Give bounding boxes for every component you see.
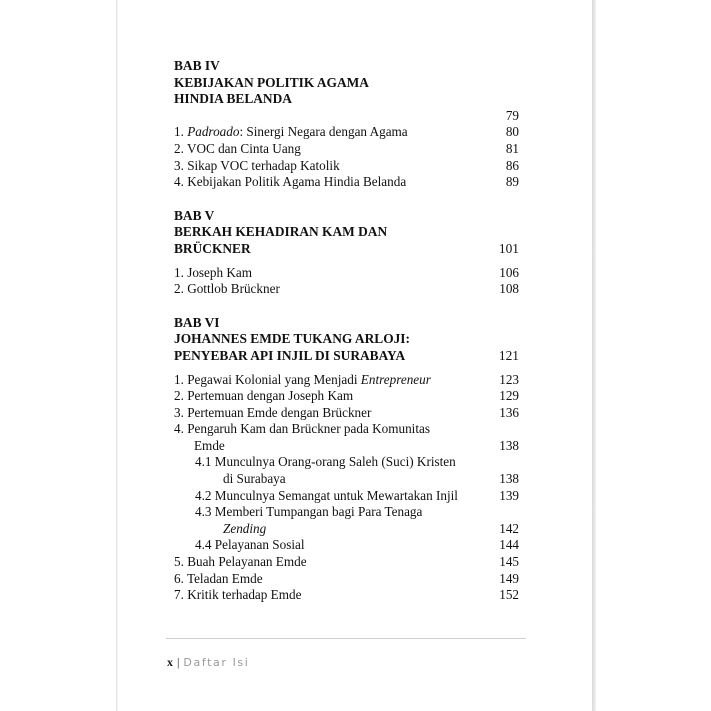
toc-entry-page: 86 bbox=[505, 157, 519, 173]
toc-entry[interactable] bbox=[174, 554, 519, 571]
toc-entry-page: 145 bbox=[499, 554, 519, 570]
toc-entry-title: 1. Padroado: Sinergi Negara dengan Agama bbox=[174, 124, 408, 140]
toc-entry-page: 80 bbox=[505, 124, 519, 140]
toc-entry-page: 129 bbox=[499, 388, 519, 404]
toc-entry-page: 106 bbox=[499, 264, 519, 280]
toc-entry-title-line2: Emde bbox=[194, 437, 225, 453]
toc-subentry-page: 144 bbox=[499, 537, 519, 553]
toc-entry-title: 2. Pertemuan dengan Joseph Kam bbox=[174, 388, 354, 404]
toc-subentry-title: 4.2 Munculnya Semangat untuk Mewartakan Injil bbox=[195, 487, 458, 503]
bab5-label: BAB V bbox=[174, 207, 215, 223]
toc-entry-title: 3. Pertemuan Emde dengan Brückner bbox=[174, 404, 372, 420]
toc-entry-page: 123 bbox=[499, 371, 519, 387]
bab6-title-row[interactable] bbox=[174, 348, 519, 365]
toc-subentry[interactable] bbox=[174, 504, 519, 537]
toc-entry[interactable] bbox=[174, 265, 519, 282]
toc-entry-page: 138 bbox=[499, 437, 519, 453]
bab6-label: BAB VI bbox=[174, 314, 220, 330]
toc-subentry-title-line1: 4.3 Memberi Tumpangan bagi Para Tenaga bbox=[195, 504, 423, 520]
toc-entry[interactable] bbox=[174, 281, 519, 298]
toc-subentry-title: 4.4 Pelayanan Sosial bbox=[195, 537, 305, 553]
toc-entry[interactable] bbox=[174, 587, 519, 604]
bab4-page-row bbox=[174, 108, 519, 125]
toc-entry-page: 136 bbox=[499, 404, 519, 420]
toc-subentry-page: 142 bbox=[499, 520, 519, 536]
bab5-title-line2: BRÜCKNER bbox=[174, 240, 251, 256]
toc-entry[interactable] bbox=[174, 571, 519, 588]
toc-subentry[interactable] bbox=[174, 537, 519, 554]
toc-entry[interactable] bbox=[174, 124, 519, 141]
footer-divider bbox=[166, 638, 526, 639]
toc-entry[interactable] bbox=[174, 372, 519, 389]
toc-entry-title: 2. VOC dan Cinta Uang bbox=[174, 140, 301, 156]
page-footer bbox=[167, 655, 249, 670]
toc-entry-page: 108 bbox=[499, 281, 519, 297]
footer-separator: | bbox=[177, 655, 180, 669]
toc-subentry-title-line2: di Surabaya bbox=[223, 471, 286, 487]
toc-entry-title: 1. Joseph Kam bbox=[174, 264, 253, 280]
toc-subentry[interactable] bbox=[174, 488, 519, 505]
bab5-page: 101 bbox=[498, 240, 519, 256]
bab4-title-line1: KEBIJAKAN POLITIK AGAMA bbox=[174, 74, 369, 90]
toc-entry[interactable] bbox=[174, 141, 519, 158]
bab5-title-row[interactable] bbox=[174, 241, 519, 258]
bab4-page: 79 bbox=[505, 107, 519, 123]
toc-entry-title: 4. Kebijakan Politik Agama Hindia Belanda bbox=[174, 174, 407, 190]
toc-entry-title: 5. Buah Pelayanan Emde bbox=[174, 554, 307, 570]
table-of-contents bbox=[174, 58, 519, 604]
footer-page-number: x bbox=[167, 655, 173, 669]
toc-entry[interactable] bbox=[174, 388, 519, 405]
toc-subentry-page: 138 bbox=[499, 471, 519, 487]
toc-entry[interactable] bbox=[174, 405, 519, 422]
bab6-title-line1: JOHANNES EMDE TUKANG ARLOJI: bbox=[174, 331, 410, 347]
toc-entry[interactable] bbox=[174, 421, 519, 454]
toc-subentry-page: 139 bbox=[499, 487, 519, 503]
toc-subentry[interactable] bbox=[174, 454, 519, 487]
toc-entry-page: 152 bbox=[499, 587, 519, 603]
toc-entry-page: 149 bbox=[499, 570, 519, 586]
toc-entry-page: 89 bbox=[505, 174, 519, 190]
bab6-title-line2: PENYEBAR API INJIL DI SURABAYA bbox=[174, 347, 406, 363]
bab6-page: 121 bbox=[498, 347, 519, 363]
footer-section-label: Daftar Isi bbox=[183, 656, 250, 669]
toc-entry-title: 1. Pegawai Kolonial yang Menjadi Entrepreneur bbox=[174, 371, 431, 387]
bab4-title-line2: HINDIA BELANDA bbox=[174, 91, 292, 107]
toc-subentry-title-line2: Zending bbox=[223, 520, 267, 536]
toc-entry-title: 3. Sikap VOC terhadap Katolik bbox=[174, 157, 340, 173]
toc-entry-title: 2. Gottlob Brückner bbox=[174, 281, 280, 297]
toc-entry-title: 7. Kritik terhadap Emde bbox=[174, 587, 302, 603]
toc-entry-title: 6. Teladan Emde bbox=[174, 570, 263, 586]
toc-entry-title-line1: 4. Pengaruh Kam dan Brückner pada Komunitas bbox=[174, 421, 430, 437]
page-edge-right bbox=[592, 0, 596, 711]
page-edge-left bbox=[116, 0, 118, 711]
toc-entry[interactable] bbox=[174, 174, 519, 191]
bab5-title-line1: BERKAH KEHADIRAN KAM DAN bbox=[174, 224, 388, 240]
toc-subentry-title-line1: 4.1 Munculnya Orang-orang Saleh (Suci) Kristen bbox=[195, 454, 456, 470]
toc-entry-page: 81 bbox=[505, 140, 519, 156]
toc-entry[interactable] bbox=[174, 158, 519, 175]
bab4-label: BAB IV bbox=[174, 58, 220, 73]
